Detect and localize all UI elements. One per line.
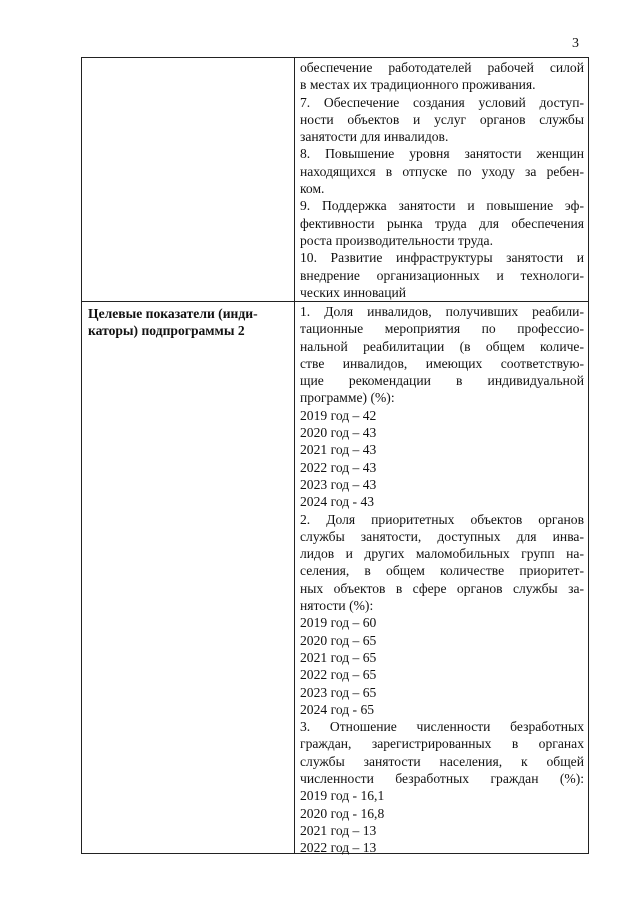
text-line: щие рекомендации в индивидуальной <box>300 373 584 389</box>
indicator-label-line: Целевые показатели (инди- <box>88 306 258 321</box>
text-line: ческих инноваций <box>300 284 407 300</box>
text-line: 2024 год - 65 <box>300 701 375 717</box>
text-line: 2019 год - 16,1 <box>300 788 385 804</box>
text-line: 2022 год – 13 <box>300 840 377 856</box>
text-line: обеспечение работодателей рабочей силой <box>300 60 584 75</box>
text-line: 2023 год – 65 <box>300 684 377 700</box>
row2-label-cell <box>82 302 295 853</box>
text-line: внедрение организационных и технологи- <box>300 267 584 283</box>
text-line: селения, в общем количестве приоритет- <box>300 563 584 579</box>
text-line: численности безработных граждан (%): <box>300 771 584 787</box>
text-line: программе) (%): <box>300 390 395 406</box>
text-line: нальной реабилитации (в общем количе- <box>300 338 584 354</box>
text-line: лидов и других маломобильных групп на- <box>300 546 584 562</box>
text-line: 2020 год – 65 <box>300 632 377 648</box>
text-line: в местах их традиционного проживания. <box>300 77 536 93</box>
text-line: 2021 год – 43 <box>300 442 377 458</box>
text-line: фективности рынка труда для обеспечения <box>300 215 584 231</box>
text-line: 2022 год – 65 <box>300 667 377 683</box>
text-line: тационные мероприятия по профессио- <box>300 321 584 337</box>
text-line: 2023 год – 43 <box>300 476 377 492</box>
table-row-indicators <box>82 302 588 856</box>
row1-label-cell <box>82 58 295 301</box>
table-row-objectives <box>82 58 588 302</box>
text-line: 2019 год – 60 <box>300 615 377 631</box>
text-line: граждан, зарегистрированных в органах <box>300 736 584 752</box>
text-line: 2024 год - 43 <box>300 494 375 510</box>
text-line: 1. Доля инвалидов, получивших реабили- <box>300 304 584 319</box>
text-line: 2020 год – 43 <box>300 425 377 441</box>
text-line: 2. Доля приоритетных объектов органов <box>300 511 584 527</box>
text-line: службы занятости населения, к общей <box>300 753 584 769</box>
row1-content-cell <box>295 58 588 301</box>
text-line: 2019 год – 42 <box>300 407 377 423</box>
text-line: 2022 год – 43 <box>300 459 377 475</box>
document-table <box>81 57 589 854</box>
text-line: стве инвалидов, имеющих соответствую- <box>300 355 584 371</box>
text-line: роста производительности труда. <box>300 232 493 248</box>
text-line: 7. Обеспечение создания условий доступ- <box>300 94 584 110</box>
text-line: нятости (%): <box>300 598 374 614</box>
text-line: ности объектов и услуг органов службы <box>300 111 584 127</box>
page-number: 3 <box>572 36 579 51</box>
text-line: 10. Развитие инфраструктуры занятости и <box>300 250 584 266</box>
text-line: 9. Поддержка занятости и повышение эф- <box>300 198 584 214</box>
text-line: службы занятости, доступных для инва- <box>300 528 584 544</box>
text-line: 8. Повышение уровня занятости женщин <box>300 146 584 162</box>
row2-content-cell <box>295 302 588 856</box>
text-line: 2021 год – 65 <box>300 649 377 665</box>
text-line: находящихся в отпуске по уходу за ребен- <box>300 163 584 179</box>
text-line: 2020 год - 16,8 <box>300 805 385 821</box>
text-line: ных объектов в сфере органов службы за- <box>300 580 584 596</box>
text-line: занятости для инвалидов. <box>300 129 449 145</box>
text-line: 2021 год – 13 <box>300 822 377 838</box>
text-line: 3. Отношение численности безработных <box>300 719 584 735</box>
text-line: ком. <box>300 181 325 197</box>
indicator-label-line: каторы) подпрограммы 2 <box>88 323 245 339</box>
